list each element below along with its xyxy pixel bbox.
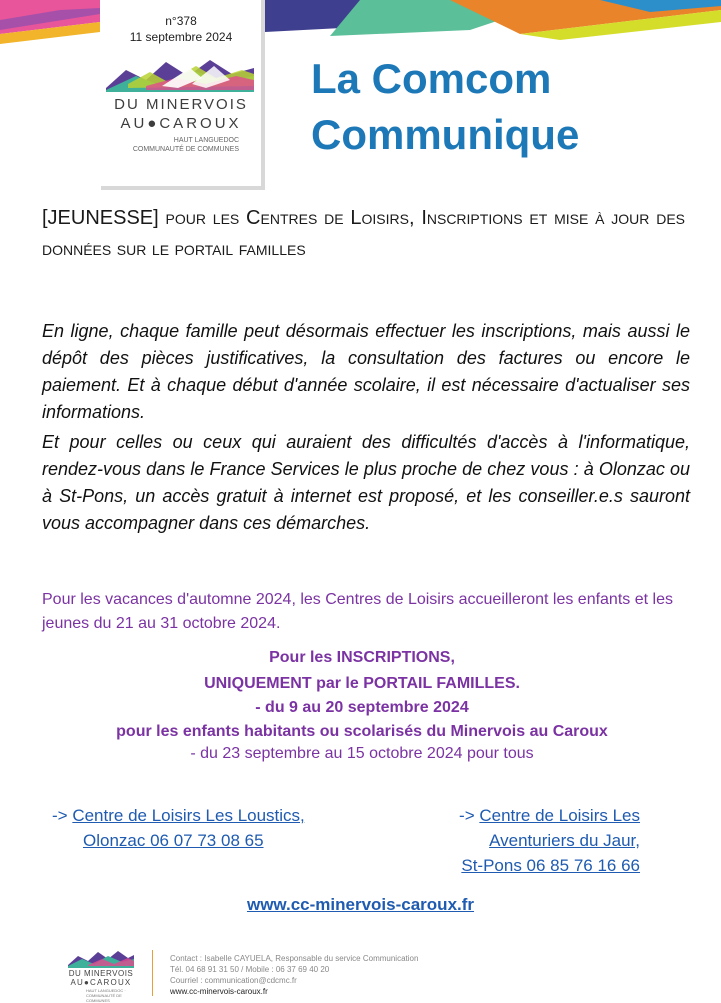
logo-text-line1: DU MINERVOIS bbox=[114, 96, 248, 113]
footer-logo bbox=[64, 950, 138, 1003]
logo-subtitle-2: COMMUNAUTÉ DE COMMUNES bbox=[132, 146, 239, 153]
issue-date: 11 septembre 2024 bbox=[129, 30, 233, 44]
link-loustics-line1[interactable]: Centre de Loisirs Les Loustics, bbox=[72, 806, 305, 825]
contact-aventuriers[interactable] bbox=[400, 803, 640, 878]
newsletter-title-line2: Communique bbox=[311, 111, 580, 158]
footer-contact bbox=[170, 953, 418, 997]
logo-subtitle-1: HAUT LANGUEDOC bbox=[173, 137, 239, 144]
link-loustics-line2[interactable]: Olonzac 06 07 73 08 65 bbox=[83, 831, 264, 850]
vacances-info: Pour les vacances d'automne 2024, les Centres de Loisirs accueilleront les enfants et les jeunes du 21 au 31 octobre 2024. bbox=[42, 591, 673, 632]
footer-phone: Tél. 04 68 91 31 50 / Mobile : 06 37 69 40 20 bbox=[170, 965, 330, 974]
website-link[interactable]: www.cc-minervois-caroux.fr bbox=[246, 895, 475, 914]
paragraph-1: En ligne, chaque famille peut désormais effectuer les inscriptions, mais aussi le dépôt des pièces justificatives, la consultation des factures ou encore le paiement. Et à chaque début d'année scolaire, il est nécessaire d'actualiser ses informations. bbox=[42, 321, 690, 422]
header-logo-card bbox=[101, 0, 265, 190]
link-aventuriers-line2[interactable]: Aventuriers du Jaur, bbox=[489, 831, 640, 850]
logo-text-line2: AU●CAROUX bbox=[120, 115, 242, 132]
footer-logo-line1: DU MINERVOIS bbox=[68, 969, 134, 978]
inscriptions-line-1: Pour les INSCRIPTIONS, bbox=[269, 649, 455, 666]
link-aventuriers-line1[interactable]: Centre de Loisirs Les bbox=[479, 806, 640, 825]
inscriptions-line-2: UNIQUEMENT par le PORTAIL FAMILLES. bbox=[204, 675, 520, 692]
newsletter-title-line1: La Comcom bbox=[311, 55, 552, 102]
paragraph-2: Et pour celles ou ceux qui auraient des difficultés d'accès à l'informatique, rendez-vous dans le France Services le plus proche de chez vous : à Olonzac ou à St-Pons, un accès gratuit à internet est proposé, et les conseiller.e.s sauront vous accompagner dans ces démarches. bbox=[42, 432, 690, 533]
footer-divider bbox=[152, 950, 153, 996]
inscriptions-line-5: - du 23 septembre au 15 octobre 2024 pour tous bbox=[190, 745, 534, 762]
contact-loustics[interactable] bbox=[52, 803, 342, 853]
footer-contact-person: Contact : Isabelle CAYUELA, Responsable du service Communication bbox=[170, 954, 419, 963]
inscriptions-line-4: pour les enfants habitants ou scolarisés du Minervois au Caroux bbox=[116, 723, 608, 740]
issue-number: n°378 bbox=[165, 14, 197, 28]
arrow-icon: -> bbox=[459, 806, 475, 825]
mountains-logo-icon bbox=[106, 56, 254, 96]
footer-logo-sub: HAUT LANGUEDOC · COMMUNAUTÉ DE COMMUNES bbox=[86, 988, 126, 1003]
inscriptions-line-3: - du 9 au 20 septembre 2024 bbox=[255, 699, 469, 716]
footer-email[interactable]: Courriel : communication@cdcmc.fr bbox=[170, 976, 297, 985]
footer-mountains-icon bbox=[68, 950, 134, 968]
footer-logo-line2: AU●CAROUX bbox=[70, 978, 132, 987]
article-headline: [JEUNESSE] pour les Centres de Loisirs, Inscriptions et mise à jour des données sur le portail familles bbox=[42, 207, 685, 260]
arrow-icon: -> bbox=[52, 806, 68, 825]
footer-site[interactable]: www.cc-minervois-caroux.fr bbox=[170, 987, 268, 996]
link-aventuriers-line3[interactable]: St-Pons 06 85 76 16 66 bbox=[461, 856, 640, 875]
